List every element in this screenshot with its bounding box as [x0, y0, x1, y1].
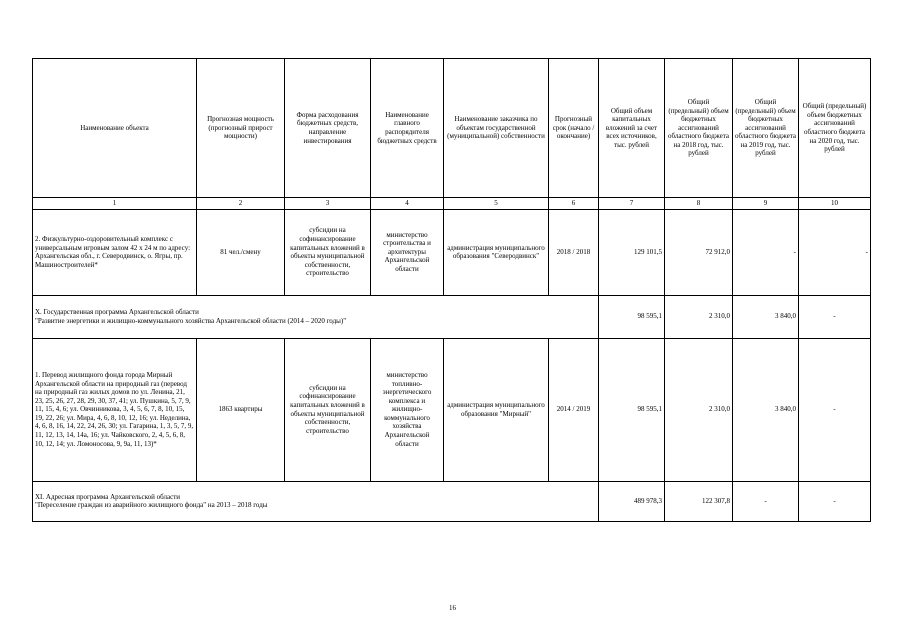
column-number: 8	[665, 198, 733, 210]
column-number: 2	[197, 198, 285, 210]
budget-2018: 72 912,0	[665, 209, 733, 295]
column-number: 9	[733, 198, 799, 210]
budget-2018: 2 310,0	[665, 338, 733, 481]
column-number-row	[33, 198, 871, 210]
customer: администрация муниципального образования "Мирный"	[444, 338, 549, 481]
program-subtitle: "Переселение граждан из аварийного жилищного фонда" на 2013 – 2018 годы	[35, 501, 268, 510]
program-row-xi	[33, 481, 871, 521]
spending-form: субсидии на софинансирование капитальных вложений в объекты муниципальной собственности, строительство	[285, 338, 371, 481]
page-number: 16	[449, 604, 456, 612]
header-object-name: Наименование объекта	[33, 59, 197, 198]
capacity: 1863 квартиры	[197, 338, 285, 481]
header-customer: Наименование заказчика по объектам государственной (муниципальной) собственности	[444, 59, 549, 198]
table-row-gas-conversion	[33, 338, 871, 481]
header-spending-form: Форма расходования бюджетных средств, направление инвестирования	[285, 59, 371, 198]
budget-2020: -	[799, 295, 871, 338]
customer: администрация муниципального образования "Северодвинск"	[444, 209, 549, 295]
header-budget-2018: Общий (предельный) объем бюджетных ассигнований областного бюджета на 2018 год, тыс. рублей	[665, 59, 733, 198]
program-title-cell	[33, 481, 599, 521]
total-investment: 98 595,1	[599, 295, 665, 338]
program-title: X. Государственная программа Архангельской области	[35, 308, 199, 316]
capital-investments-table	[32, 58, 871, 522]
program-subtitle: "Развитие энергетики и жилищно-коммунального хозяйства Архангельской области (2014 – 2020 годы)"	[35, 316, 347, 325]
program-title: XI. Адресная программа Архангельской области	[35, 492, 181, 501]
column-number: 7	[599, 198, 665, 210]
header-total-investment: Общий объем капитальных вложений за счет всех источников, тыс. рублей	[599, 59, 665, 198]
column-number: 1	[33, 198, 197, 210]
term: 2018 / 2018	[549, 209, 599, 295]
column-number: 3	[285, 198, 371, 210]
budget-2019: 3 840,0	[733, 338, 799, 481]
program-row-x	[33, 295, 871, 338]
total-investment: 98 595,1	[599, 338, 665, 481]
budget-2018: 2 310,0	[665, 295, 733, 338]
header-capacity: Прогнозная мощность (прогнозный прирост мощности)	[197, 59, 285, 198]
budget-manager: министерство строительства и архитектуры Архангельской области	[371, 209, 444, 295]
object-name: 2. Физкультурно-оздоровительный комплекс с универсальным игровым залом 42 x 24 м по адресу: Архангельская обл., г. Северодвинск, о. Ягры, пр. Машиностроителей*	[33, 209, 197, 295]
budget-2018: 122 307,8	[665, 481, 733, 521]
spending-form: субсидии на софинансирование капитальных вложений в объекты муниципальной собственности, строительство	[285, 209, 371, 295]
header-budget-manager: Наименование главного распорядителя бюджетных средств	[371, 59, 444, 198]
budget-2019: 3 840,0	[733, 295, 799, 338]
budget-manager: министерство топливно-энергетического комплекса и жилищно-коммунального хозяйства Архангельской области	[371, 338, 444, 481]
column-number: 6	[549, 198, 599, 210]
column-number: 4	[371, 198, 444, 210]
total-investment: 129 101,5	[599, 209, 665, 295]
budget-2019: -	[733, 209, 799, 295]
header-row	[33, 59, 871, 198]
object-name: 1. Перевод жилищного фонда города Мирный Архангельской области на природный газ (перевод на природный газ жилых домов по ул. Ленина, 21, 23, 25, 26, 27, 28, 29, 30, 37, 41; ул. Пушкина, 5, 7, 9, 11, 15, 4, 6; ул. Овчинникова, 3, 4, 5, 6, 7, 8, 10, 15, 19, 22, 26; ул. Мира, 4, 6, 8, 10, 12, 16; ул. Неделина, 4, 6, 8, 16, 14, 22, 24, 26, 30; ул. Гагарина, 1, 3, 5, 7, 9, 11, 12, 13, 14, 14а, 16; ул. Чайковского, 2, 4, 5, 6, 8, 10, 12, 14; ул. Ломоносова, 9, 9а, 11, 13)*	[33, 338, 197, 481]
column-number: 5	[444, 198, 549, 210]
budget-2020: -	[799, 209, 871, 295]
budget-2020: -	[799, 481, 871, 521]
table-row-sport-complex	[33, 209, 871, 295]
header-term: Прогнозный срок (начало / окончание)	[549, 59, 599, 198]
program-title-cell	[33, 295, 599, 338]
column-number: 10	[799, 198, 871, 210]
total-investment: 489 978,3	[599, 481, 665, 521]
header-budget-2020: Общий (предельный) объем бюджетных ассигнований областного бюджета на 2020 год, тыс. рублей	[799, 59, 871, 198]
budget-2020: -	[799, 338, 871, 481]
capacity: 81 чел./смену	[197, 209, 285, 295]
header-budget-2019: Общий (предельный) объем бюджетных ассигнований областного бюджета на 2019 год, тыс. рублей	[733, 59, 799, 198]
term: 2014 / 2019	[549, 338, 599, 481]
budget-2019: -	[733, 481, 799, 521]
